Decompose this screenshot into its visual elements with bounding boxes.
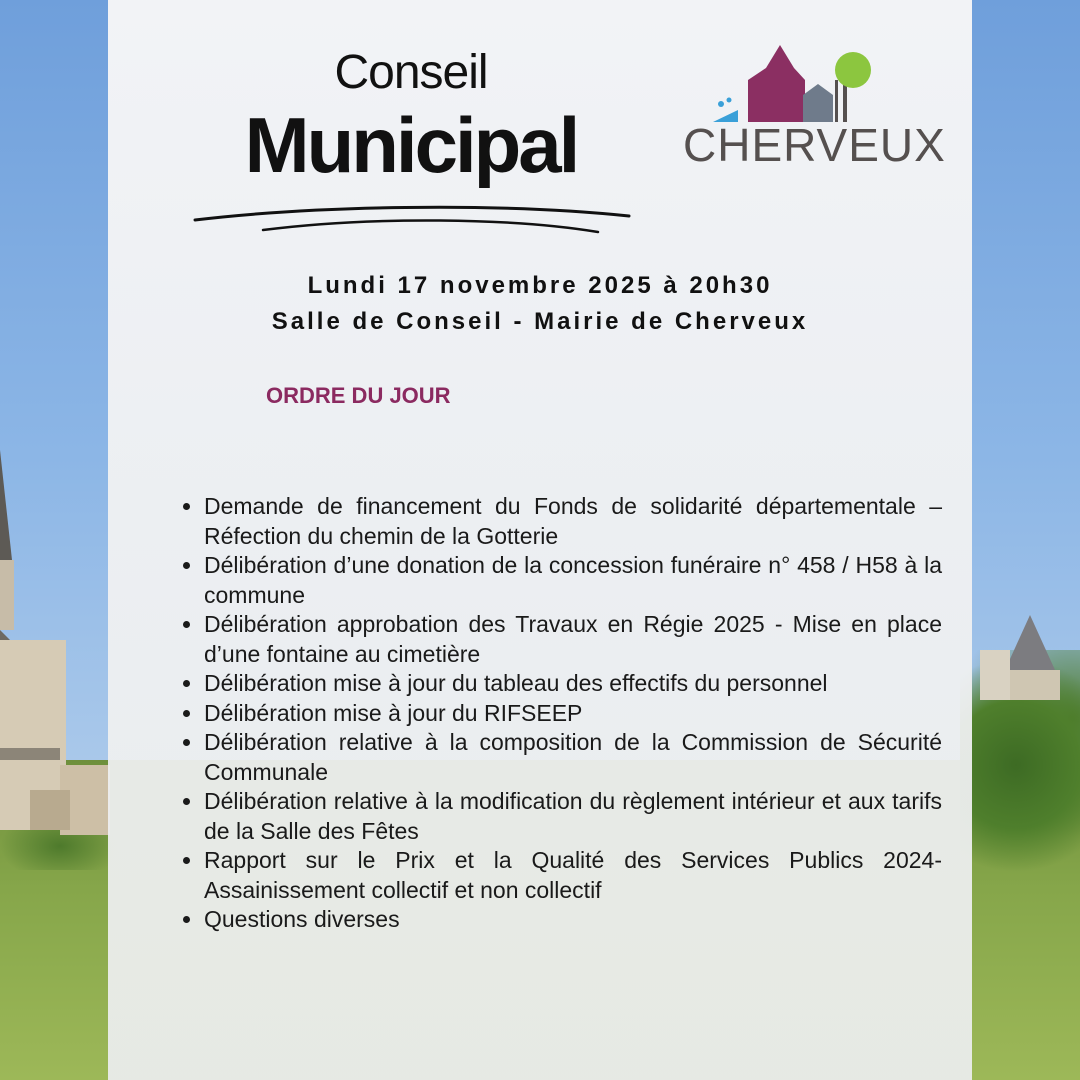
- list-item: • Délibération mise à jour du tableau des effectifs du personnel: [204, 669, 942, 699]
- title-line-2: Municipal: [244, 101, 578, 189]
- list-item: • Délibération d’une donation de la concession funéraire n° 458 / H58 à la commune: [204, 551, 942, 610]
- meeting-date: Lundi 17 novembre 2025 à 20h30: [307, 272, 773, 299]
- list-item: • Délibération mise à jour du RIFSEEP: [204, 699, 942, 729]
- list-item: • Délibération relative à la composition de la Commission de Sécurité Communale: [204, 728, 942, 787]
- list-item: • Délibération approbation des Travaux en Régie 2025 - Mise en place d’une fontaine au cimetière: [204, 610, 942, 669]
- title-line-1: Conseil: [334, 46, 488, 99]
- list-item: • Rapport sur le Prix et la Qualité des Services Publics 2024- Assainissement collectif et non collectif: [204, 846, 942, 905]
- cherveux-logo: [683, 40, 946, 175]
- church-illustration: [0, 0, 110, 860]
- announcement-panel: [108, 0, 972, 1080]
- tower-illustration: [975, 610, 1080, 730]
- title-block: [196, 44, 626, 188]
- list-item: • Questions diverses: [204, 905, 942, 935]
- list-item: • Délibération relative à la modification du règlement intérieur et aux tarifs de la Salle des Fêtes: [204, 787, 942, 846]
- agenda-list: [178, 492, 942, 935]
- logo-emblem: [683, 40, 943, 125]
- swoosh-underline: [193, 198, 633, 243]
- meeting-location: Salle de Conseil - Mairie de Cherveux: [271, 308, 809, 335]
- list-item: • Demande de financement du Fonds de solidarité départementale – Réfection du chemin de la Gotterie: [204, 492, 942, 551]
- agenda-heading: ORDRE DU JOUR: [266, 383, 451, 408]
- logo-text: CHERVEUX: [683, 119, 946, 171]
